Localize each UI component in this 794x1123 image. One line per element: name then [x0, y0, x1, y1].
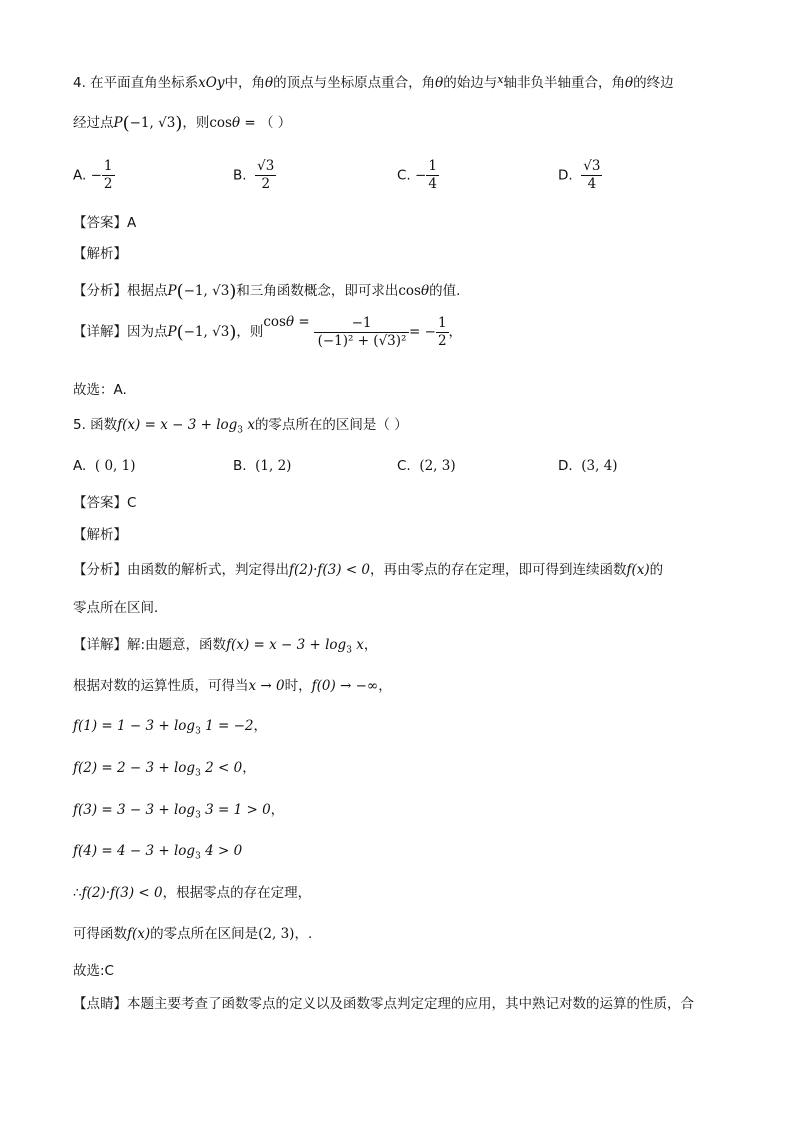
- q5-f3: $f(3) = 3 - 3 + \log_3 3 = 1 > 0$，: [73, 802, 285, 821]
- q5-option-a: A. ( 0, 1): [73, 458, 136, 474]
- q4-option-b: B. $\frac{√3}{2}$: [233, 158, 275, 192]
- q4-stem-line1: 4. 在平面直角坐标系xOy中，角θ的顶点与坐标原点重合，角θ的始边与$^x$轴非负半轴重合，角θ的终边: [73, 73, 674, 91]
- q5-dianjing: 【点睛】本题主要考查了函数零点的定义以及函数零点判定定理的应用，其中熟记对数的运算的性质，合: [73, 996, 694, 1012]
- q4-xiangjie: 【详解】因为点P(−1, √3)，则cosθ = $\frac{-1}{\text{(−1)² + (√3)²}}$ = − $\frac{1}{2}$ ，: [73, 314, 463, 349]
- q5-therefore: ∴f(2)·f(3) < 0，根据零点的存在定理，: [73, 885, 312, 901]
- q5-option-b: B. (1, 2): [233, 458, 292, 474]
- q4-option-d: D. $\frac{√3}{4}$: [558, 158, 601, 192]
- q5-stem: 5. 函数$f(x) = x - 3 + \log_3 x$的零点所在的区间是（ ）: [73, 417, 408, 436]
- q5-analysis-heading: 【解析】: [73, 527, 127, 543]
- q4-option-a: A. − $\frac{1}{2}$: [73, 158, 113, 192]
- q4-fenxi: 【分析】根据点P(−1, √3)和三角函数概念，即可求出cosθ的值.: [73, 281, 461, 302]
- q5-answer: 【答案】C: [73, 495, 137, 511]
- q5-f1: $f(1) = 1 - 3 + \log_3 1 = -2$，: [73, 718, 267, 737]
- q4-analysis-heading: 【解析】: [73, 246, 127, 262]
- q5-property: 根据对数的运算性质，可得当x → 0时，f(0) → −∞，: [73, 678, 392, 694]
- q5-fenxi-line2: 零点所在区间．: [73, 600, 168, 616]
- q5-conclusion: 可得函数f(x)的零点所在区间是(2, 3)，.: [73, 926, 313, 942]
- q4-answer: 【答案】A: [73, 215, 137, 231]
- q4-guxuan: 故选：A.: [73, 382, 127, 398]
- q5-option-d: D. (3, 4): [558, 458, 618, 474]
- q5-option-c: C. (2, 3): [397, 458, 456, 474]
- q5-guxuan: 故选:C: [73, 963, 114, 979]
- q5-xiangjie: 【详解】解:由题意，函数$f(x) = x - 3 + \log_3 x$，: [73, 637, 378, 656]
- q5-f4: $f(4) = 4 - 3 + \log_3 4 > 0$: [73, 843, 243, 862]
- q4-stem-line2: 经过点P(−1, √3)，则cosθ = （ ）: [73, 113, 292, 134]
- q5-fenxi-line1: 【分析】由函数的解析式，判定得出f(2)·f(3) < 0，再由零点的存在定理，即可得到连续函数f(x)的: [73, 562, 664, 578]
- q5-f2: $f(2) = 2 - 3 + \log_3 2 < 0$，: [73, 760, 256, 779]
- q4-option-c: C. − $\frac{1}{4}$: [397, 158, 437, 192]
